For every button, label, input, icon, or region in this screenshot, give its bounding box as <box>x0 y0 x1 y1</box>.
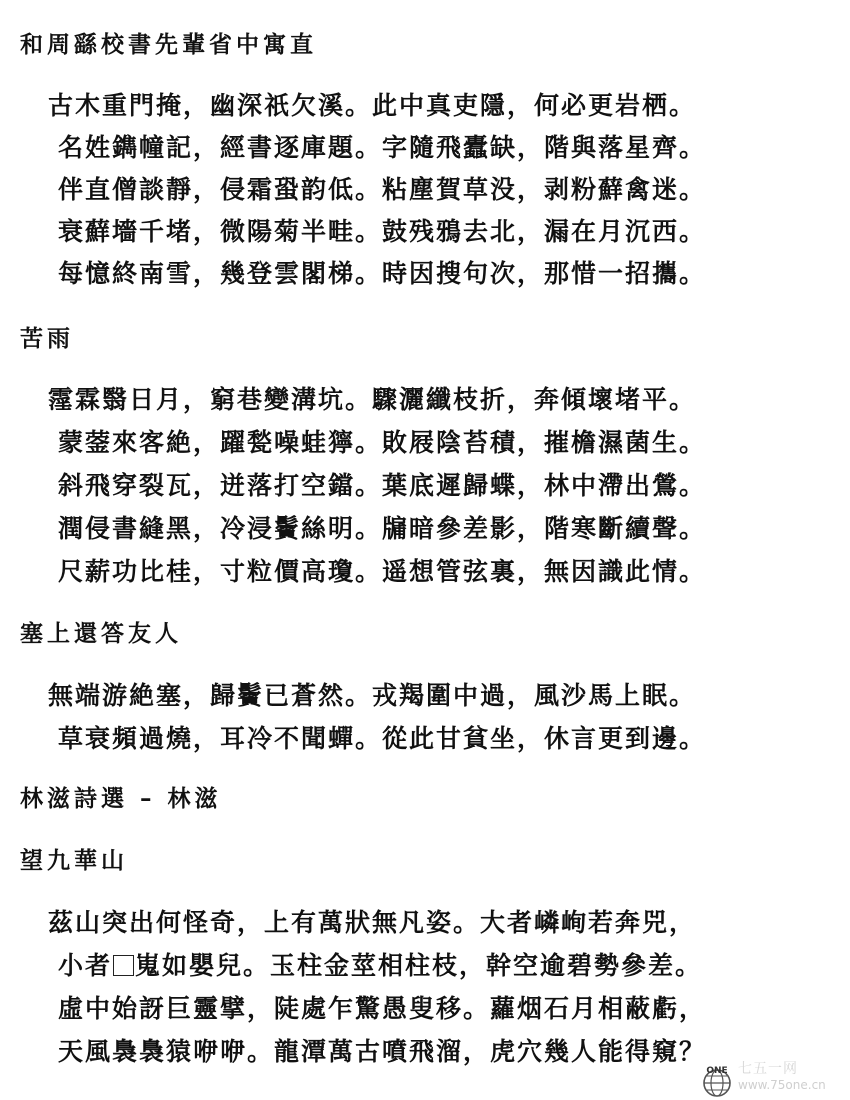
poem-title: 苦雨 <box>20 325 74 352</box>
poem-line: 每憶終南雪，幾登雲閣梯。時因搜句次，那惜一招攜。 <box>58 259 707 288</box>
site-watermark <box>690 1052 850 1100</box>
poem-line: 天風裊裊猿咿咿。龍潭萬古噴飛溜，虎穴幾人能得窺？ <box>58 1037 707 1066</box>
poem-line: 尺薪功比桂，寸粒價高瓊。遥想管弦裏，無因識此情。 <box>58 557 707 586</box>
poem-line: 伴直僧談靜，侵霜蛩韵低。粘塵賀草没，剥粉蘚禽迷。 <box>58 175 707 204</box>
poem-title: 和周繇校書先輩省中寓直 <box>20 31 317 58</box>
poem-line <box>58 946 702 982</box>
globe-logo-icon <box>700 1064 734 1098</box>
poem-line: 蒙蓥來客絶，躍甃噪蛙獰。敗屐陰苔積，摧檐濕菌生。 <box>58 428 707 457</box>
poem-line: 無端游絶塞，歸鬢已蒼然。戎羯圍中過，風沙馬上眠。 <box>48 681 697 710</box>
poem-line-start: 小者 <box>58 951 113 980</box>
poem-line: 衰蘚墻千堵，微陽菊半畦。鼓残鴉去北，漏在月沉西。 <box>58 217 707 246</box>
poem-line: 茲山突出何怪奇，上有萬狀無凡姿。大者嶙峋若奔兕， <box>48 908 697 937</box>
poem-title: 塞上還答友人 <box>20 620 182 647</box>
logo-text: ONE <box>706 1066 728 1076</box>
poem-line: 草衰頻過燒，耳冷不聞蟬。從此甘貧坐，休言更到邊。 <box>58 724 707 753</box>
watermark-url: www.75one.cn <box>738 1078 826 1092</box>
missing-glyph-box <box>113 955 134 976</box>
watermark-site-name: 七五一网 <box>738 1061 798 1077</box>
collection-title: 林滋詩選 – 林滋 <box>20 785 222 812</box>
poem-line: 霪霖翳日月，窮巷變溝坑。驟灑纖枝折，奔傾壞堵平。 <box>48 385 697 414</box>
poem-line: 古木重門掩，幽深祇欠溪。此中真吏隱，何必更岩栖。 <box>48 91 697 120</box>
poem-line: 名姓鐫幢記，經書逐庫題。字隨飛蠹缺，階與落星齊。 <box>58 133 707 162</box>
poem-line-end: 嵬如嬰兒。玉柱金莖相柱枝，幹空逾碧勢參差。 <box>135 951 703 980</box>
poem-line: 斜飛穿裂瓦，迸落打空鐺。葉底遲歸蝶，林中滯出鶯。 <box>58 471 707 500</box>
poem-title: 望九華山 <box>20 847 128 874</box>
poem-line: 虛中始訝巨靈擘，陡處乍驚愚叟移。蘿烟石月相蔽虧， <box>58 994 707 1023</box>
poem-line: 潤侵書縫黑，冷浸鬢絲明。牖暗參差影，階寒斷續聲。 <box>58 514 707 543</box>
